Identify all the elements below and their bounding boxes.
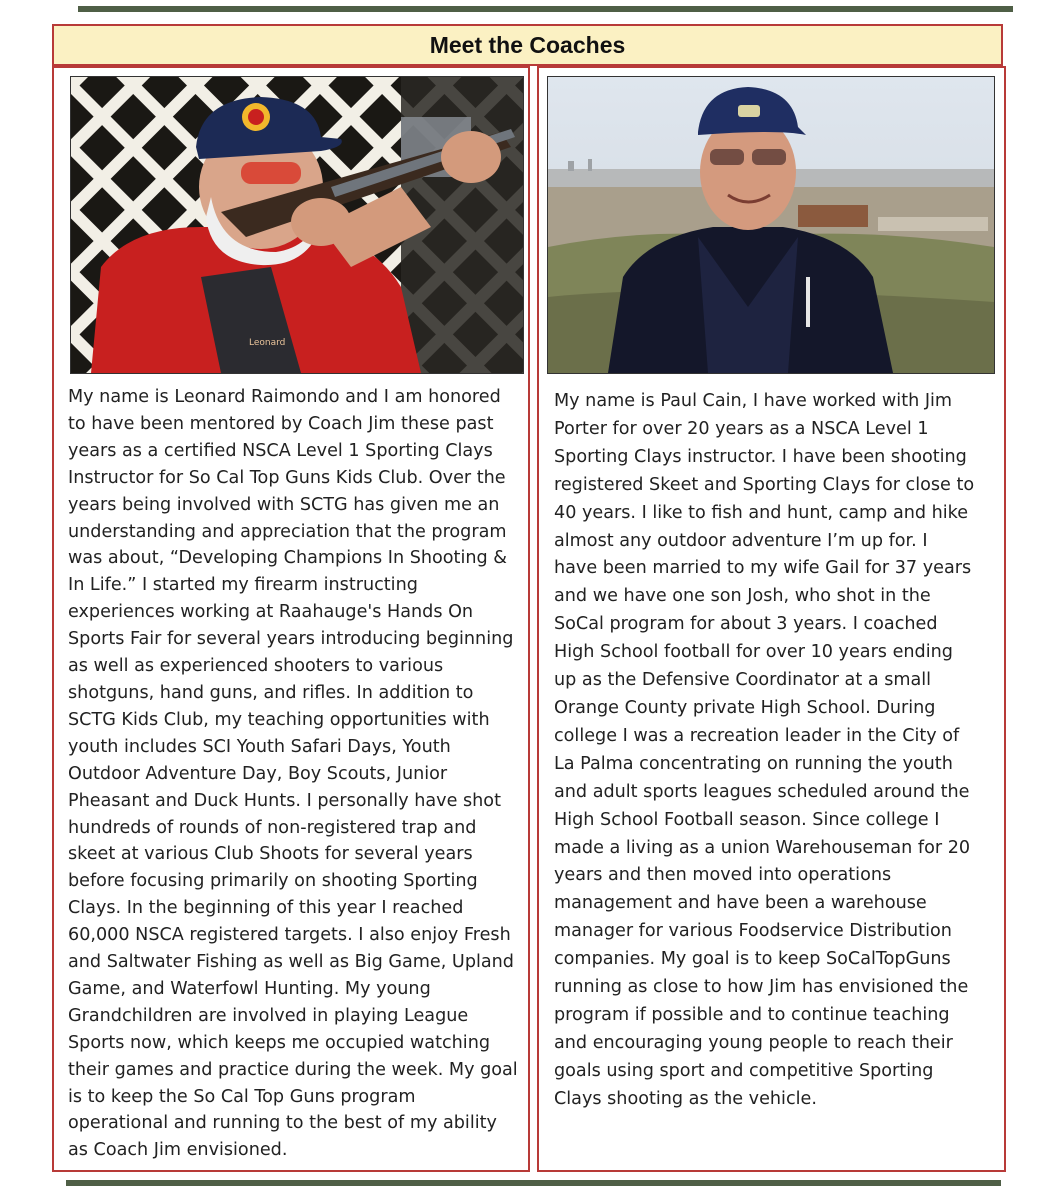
coach-leonard-bio: My name is Leonard Raimondo and I am honored to have been mentored by Coach Jim these past years as a certified NSCA Level 1 Sporting Clays Instructor for So Cal Top Guns Kids Club. Over the years being involved with SCTG has given me an understanding and appreciation that the program was about, “Developing Champions In Shooting & In Life.” I started my firearm instructing experiences working at Raahauge's Hands On Sports Fair for several years introducing beginning as well as experienced shooters to various shotguns, hand guns, and rifles. In addition to SCTG Kids Club, my teaching opportunities with youth includes SCI Youth Safari Days, Youth Outdoor Adventure Day, Boy Scouts, Junior Pheasant and Duck Hunts. I personally have shot hundreds of rounds of non-registered trap and skeet at various Club Shoots for several years before focusing primarily on shooting Sporting Clays. In the beginning of this year I reached 60,000 NSCA registered targets. I also enjoy Fresh and Saltwater Fishing as well as Big Game, Upland Game, and Waterfowl Hunting. My young Grandchildren are involved in playing League Sports now, which keeps me occupied watching their games and practice during the week. My goal is to keep the So Cal Top Guns program operational and running to the best of my ability as Coach Jim envisioned.: [68, 387, 518, 1161]
svg-text:Leonard: Leonard: [249, 338, 286, 348]
top-rule: [78, 6, 1013, 12]
section-title: Meet the Coaches: [429, 31, 626, 58]
section-title-bar: [52, 24, 1003, 66]
coach-paul-illustration: [548, 77, 994, 373]
coach-column-leonard: [52, 66, 530, 1172]
coach-paul-bio: My name is Paul Cain, I have worked with Jim Porter for over 20 years as a NSCA Level 1 Sporting Clays instructor. I have been shooting registered Skeet and Sporting Clays for close to 40 years. I like to fish and hunt, camp and hike almost any outdoor adventure I’m up for. I have been married to my wife Gail for 37 years and we have one son Josh, who shot in the SoCal program for about 3 years. I coached High School football for over 10 years ending up as the Defensive Coordinator at a small Orange County private High School. During college I was a recreation leader in the City of La Palma concentrating on running the youth and adult sports leagues scheduled around the High School Football season. Since college I made a living as a union Warehouseman for 20 years and then moved into operations management and have been a warehouse manager for various Foodservice Distribution companies. My goal is to keep SoCalTopGuns running as close to how Jim has envisioned the program if possible and to continue teaching and encouraging young people to reach their goals using sport and competitive Sporting Clays shooting as the vehicle.: [554, 391, 975, 1109]
bottom-rule: [66, 1180, 1001, 1186]
coach-column-paul: [537, 66, 1006, 1172]
coach-paul-photo: [547, 76, 995, 374]
coach-leonard-photo: [70, 76, 524, 374]
coach-leonard-illustration: [71, 77, 523, 373]
